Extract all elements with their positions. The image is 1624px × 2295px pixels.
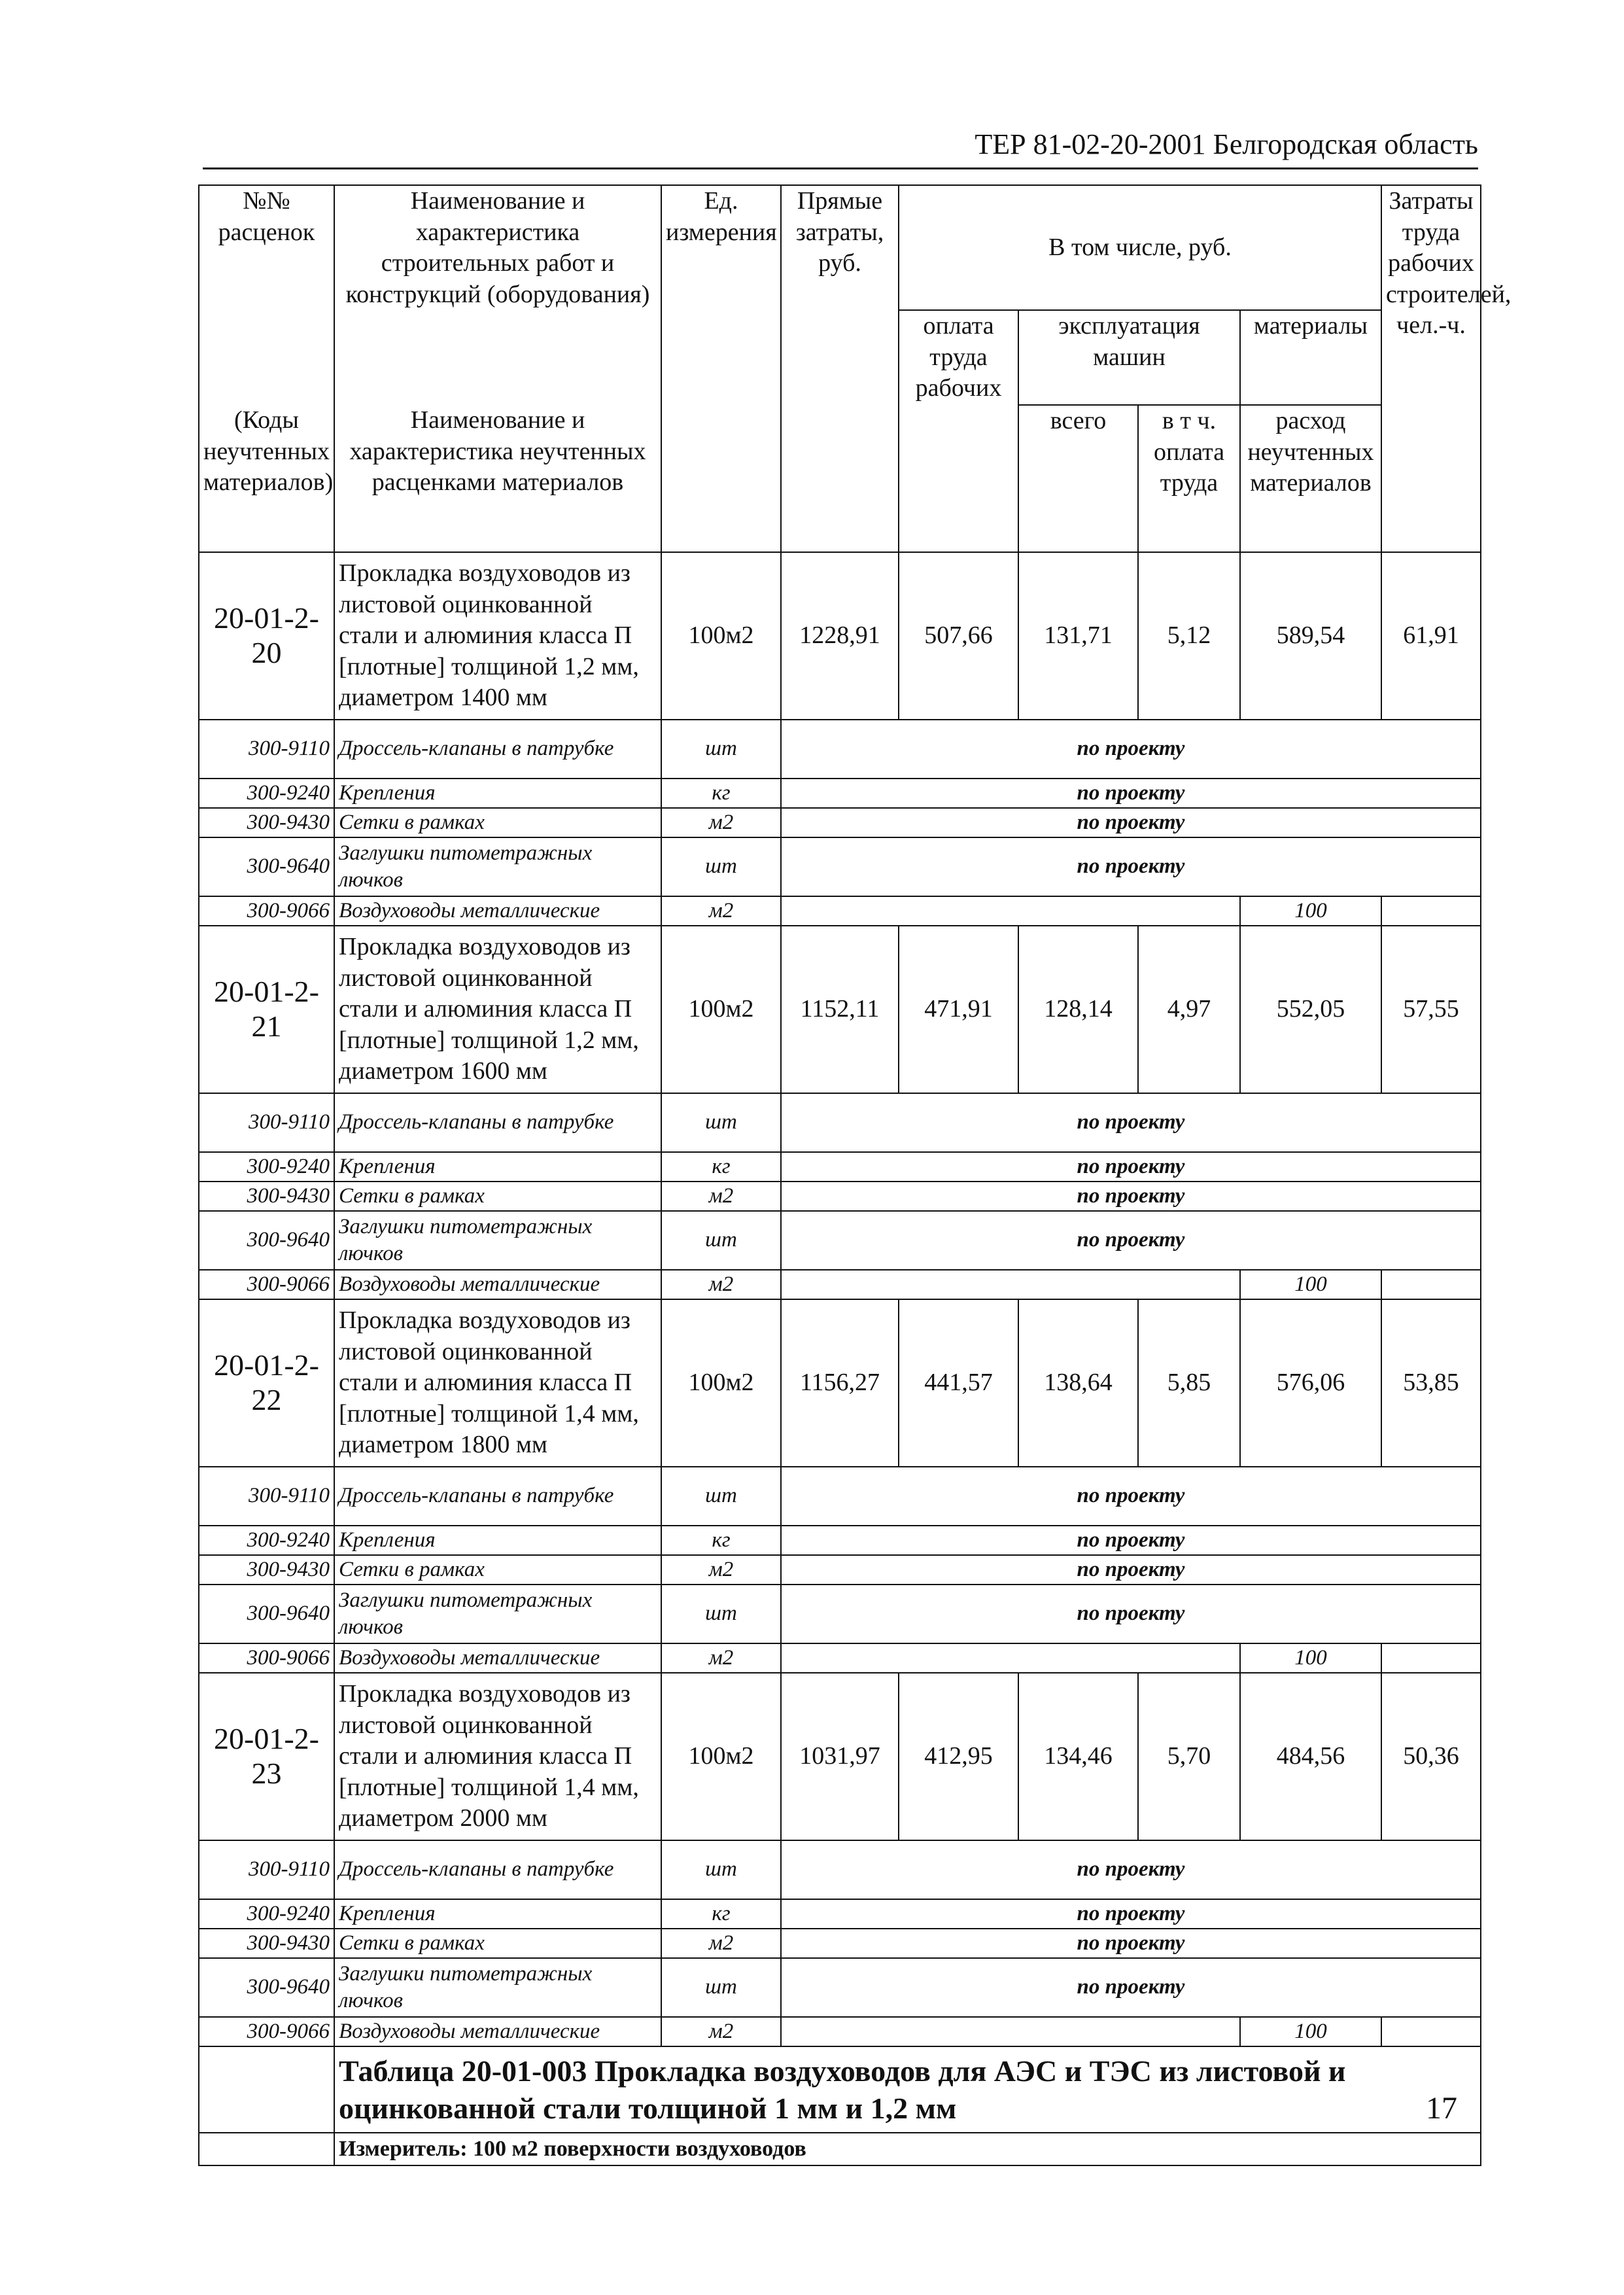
material-value: по проекту [781, 1182, 1481, 1211]
material-code: 300-9066 [199, 896, 334, 926]
material-row [199, 1093, 1481, 1152]
material-unit: шт [661, 1467, 781, 1526]
rate-machines-all: 128,14 [1018, 926, 1138, 1093]
material-code: 300-9110 [199, 1093, 334, 1152]
empty-cell [781, 2017, 1240, 2046]
material-name: Воздуховоды металлические [334, 1270, 661, 1299]
material-value: 100 [1240, 2017, 1381, 2046]
rate-materials: 576,06 [1240, 1299, 1381, 1467]
material-name: Сетки в рамках [334, 808, 661, 837]
material-name: Заглушки питометражных лючков [334, 837, 661, 896]
material-row [199, 1526, 1481, 1555]
material-value: по проекту [781, 1467, 1481, 1526]
material-row [199, 1152, 1481, 1182]
rate-machines-all: 138,64 [1018, 1299, 1138, 1467]
material-name: Крепления [334, 1899, 661, 1929]
material-code: 300-9110 [199, 720, 334, 779]
material-row [199, 808, 1481, 837]
header-code-sub: (Коды неучтенных материалов) [199, 405, 334, 552]
material-value: по проекту [781, 1585, 1481, 1643]
material-row [199, 1211, 1481, 1270]
rate-direct: 1152,11 [781, 926, 899, 1093]
material-code: 300-9066 [199, 2017, 334, 2046]
rate-code: 20-01-2-20 [199, 552, 334, 720]
material-value: 100 [1240, 1643, 1381, 1673]
material-row [199, 1840, 1481, 1899]
material-unit: м2 [661, 896, 781, 926]
material-name: Дроссель-клапаны в патрубке [334, 720, 661, 779]
header-labor-pay: оплата труда рабочих [899, 310, 1018, 552]
material-row [199, 1585, 1481, 1643]
material-value: по проекту [781, 1211, 1481, 1270]
header-machines: эксплуатация машин [1018, 310, 1240, 405]
material-value: 100 [1240, 896, 1381, 926]
rate-direct: 1228,91 [781, 552, 899, 720]
material-unit: м2 [661, 1270, 781, 1299]
material-name: Заглушки питометражных лючков [334, 1211, 661, 1270]
material-unit: м2 [661, 2017, 781, 2046]
rate-code: 20-01-2-21 [199, 926, 334, 1093]
rate-direct: 1031,97 [781, 1673, 899, 1840]
material-name: Воздуховоды металлические [334, 2017, 661, 2046]
header-machines-all: всего [1018, 405, 1138, 552]
rate-code: 20-01-2-22 [199, 1299, 334, 1467]
material-unit: м2 [661, 1182, 781, 1211]
material-code: 300-9430 [199, 1555, 334, 1585]
material-value: по проекту [781, 720, 1481, 779]
material-value: по проекту [781, 1093, 1481, 1152]
material-unit: шт [661, 1093, 781, 1152]
material-code: 300-9430 [199, 808, 334, 837]
material-row [199, 1182, 1481, 1211]
material-name: Воздуховоды металлические [334, 896, 661, 926]
material-value: по проекту [781, 1958, 1481, 2017]
material-row [199, 2017, 1481, 2046]
material-value: по проекту [781, 837, 1481, 896]
empty-cell [781, 896, 1240, 926]
material-unit: шт [661, 720, 781, 779]
material-code: 300-9240 [199, 1899, 334, 1929]
table-title: Таблица 20-01-003 Прокладка воздуховодов для АЭС и ТЭС из листовой и оцинкованной стали толщиной 1 мм и 1,2 мм [334, 2046, 1481, 2133]
header-code: №№ расценок [199, 185, 334, 310]
material-row [199, 1467, 1481, 1526]
rate-name: Прокладка воздуховодов из листовой оцинкованной стали и алюминия класса П [плотные] толщиной 1,2 мм, диаметром 1400 мм [334, 552, 661, 720]
material-row [199, 1929, 1481, 1958]
material-code: 300-9640 [199, 1211, 334, 1270]
header-name-sub: Наименование и характеристика неучтенных расценками материалов [334, 405, 661, 552]
empty-cell [1381, 2017, 1481, 2046]
empty-cell [1381, 1643, 1481, 1673]
material-code: 300-9640 [199, 837, 334, 896]
material-value: 100 [1240, 1270, 1381, 1299]
empty-cell [781, 1643, 1240, 1673]
rate-unit: 100м2 [661, 1299, 781, 1467]
rate-machines-labor: 5,12 [1138, 552, 1240, 720]
material-name: Сетки в рамках [334, 1182, 661, 1211]
material-code: 300-9066 [199, 1270, 334, 1299]
material-value: по проекту [781, 1840, 1481, 1899]
material-code: 300-9110 [199, 1840, 334, 1899]
rate-labor-pay: 412,95 [899, 1673, 1018, 1840]
material-value: по проекту [781, 1929, 1481, 1958]
rate-machines-all: 131,71 [1018, 552, 1138, 720]
material-name: Заглушки питометражных лючков [334, 1585, 661, 1643]
material-name: Заглушки питометражных лючков [334, 1958, 661, 2017]
material-name: Крепления [334, 1152, 661, 1182]
material-unit: кг [661, 1526, 781, 1555]
material-row [199, 1899, 1481, 1929]
material-value: по проекту [781, 1526, 1481, 1555]
material-name: Крепления [334, 1526, 661, 1555]
material-code: 300-9430 [199, 1929, 334, 1958]
material-code: 300-9240 [199, 779, 334, 808]
rate-machines-labor: 5,85 [1138, 1299, 1240, 1467]
rate-materials: 552,05 [1240, 926, 1381, 1093]
material-unit: м2 [661, 1555, 781, 1585]
material-value: по проекту [781, 1152, 1481, 1182]
rate-unit: 100м2 [661, 926, 781, 1093]
rates-table [198, 184, 1512, 2166]
rate-labor-pay: 471,91 [899, 926, 1018, 1093]
material-row [199, 1958, 1481, 2017]
material-row [199, 1555, 1481, 1585]
material-value: по проекту [781, 1555, 1481, 1585]
rate-machines-all: 134,46 [1018, 1673, 1138, 1840]
header-unit: Ед. измерения [661, 185, 781, 552]
material-code: 300-9640 [199, 1585, 334, 1643]
material-unit: шт [661, 1840, 781, 1899]
rate-unit: 100м2 [661, 1673, 781, 1840]
empty-cell [1381, 896, 1481, 926]
material-unit: шт [661, 837, 781, 896]
rate-row [199, 1299, 1481, 1467]
material-code: 300-9066 [199, 1643, 334, 1673]
material-unit: кг [661, 1899, 781, 1929]
rate-code: 20-01-2-23 [199, 1673, 334, 1840]
rate-materials: 589,54 [1240, 552, 1381, 720]
material-code: 300-9240 [199, 1152, 334, 1182]
material-name: Воздуховоды металлические [334, 1643, 661, 1673]
material-unit: шт [661, 1211, 781, 1270]
material-row [199, 896, 1481, 926]
rate-row [199, 552, 1481, 720]
material-row [199, 1643, 1481, 1673]
rate-name: Прокладка воздуховодов из листовой оцинкованной стали и алюминия класса П [плотные] толщиной 1,4 мм, диаметром 1800 мм [334, 1299, 661, 1467]
material-row [199, 837, 1481, 896]
page-number: 17 [1426, 2091, 1457, 2126]
header-direct: Прямые затраты, руб. [781, 185, 899, 552]
material-unit: м2 [661, 808, 781, 837]
material-row [199, 779, 1481, 808]
material-value: по проекту [781, 1899, 1481, 1929]
rate-unit: 100м2 [661, 552, 781, 720]
material-unit: кг [661, 1152, 781, 1182]
empty-cell [1381, 1270, 1481, 1299]
material-value: по проекту [781, 808, 1481, 837]
header-materials-sub: расход неучтенных материалов [1240, 405, 1381, 552]
rate-row [199, 926, 1481, 1093]
rate-labor-cost: 53,85 [1381, 1299, 1481, 1467]
material-value: по проекту [781, 779, 1481, 808]
rate-name: Прокладка воздуховодов из листовой оцинкованной стали и алюминия класса П [плотные] толщиной 1,4 мм, диаметром 2000 мм [334, 1673, 661, 1840]
rate-labor-cost: 61,91 [1381, 552, 1481, 720]
material-name: Сетки в рамках [334, 1555, 661, 1585]
measure: Измеритель: 100 м2 поверхности воздуховодов [334, 2133, 1481, 2165]
material-name: Дроссель-клапаны в патрубке [334, 1467, 661, 1526]
material-unit: кг [661, 779, 781, 808]
rate-materials: 484,56 [1240, 1673, 1381, 1840]
rate-direct: 1156,27 [781, 1299, 899, 1467]
material-unit: шт [661, 1585, 781, 1643]
material-row [199, 1270, 1481, 1299]
material-code: 300-9110 [199, 1467, 334, 1526]
header-machines-labor: в т ч. оплата труда [1138, 405, 1240, 552]
rate-name: Прокладка воздуховодов из листовой оцинкованной стали и алюминия класса П [плотные] толщиной 1,2 мм, диаметром 1600 мм [334, 926, 661, 1093]
header-incl: В том числе, руб. [899, 185, 1381, 310]
rate-labor-pay: 441,57 [899, 1299, 1018, 1467]
material-name: Крепления [334, 779, 661, 808]
material-unit: м2 [661, 1929, 781, 1958]
header-name: Наименование и характеристика строительных работ и конструкций (оборудования) [334, 185, 661, 310]
rate-labor-pay: 507,66 [899, 552, 1018, 720]
material-name: Дроссель-клапаны в патрубке [334, 1093, 661, 1152]
header-labor-cost: Затраты труда рабочих строителей, чел.-ч. [1381, 185, 1481, 552]
rate-labor-cost: 57,55 [1381, 926, 1481, 1093]
rate-row [199, 1673, 1481, 1840]
material-code: 300-9240 [199, 1526, 334, 1555]
material-code: 300-9640 [199, 1958, 334, 2017]
material-name: Сетки в рамках [334, 1929, 661, 1958]
material-unit: шт [661, 1958, 781, 2017]
empty-cell [781, 1270, 1240, 1299]
rate-labor-cost: 50,36 [1381, 1673, 1481, 1840]
material-row [199, 720, 1481, 779]
material-name: Дроссель-клапаны в патрубке [334, 1840, 661, 1899]
running-header: ТЕР 81-02-20-2001 Белгородская область [203, 128, 1478, 169]
material-code: 300-9430 [199, 1182, 334, 1211]
rate-machines-labor: 5,70 [1138, 1673, 1240, 1840]
material-unit: м2 [661, 1643, 781, 1673]
header-materials: материалы [1240, 310, 1381, 405]
rate-machines-labor: 4,97 [1138, 926, 1240, 1093]
